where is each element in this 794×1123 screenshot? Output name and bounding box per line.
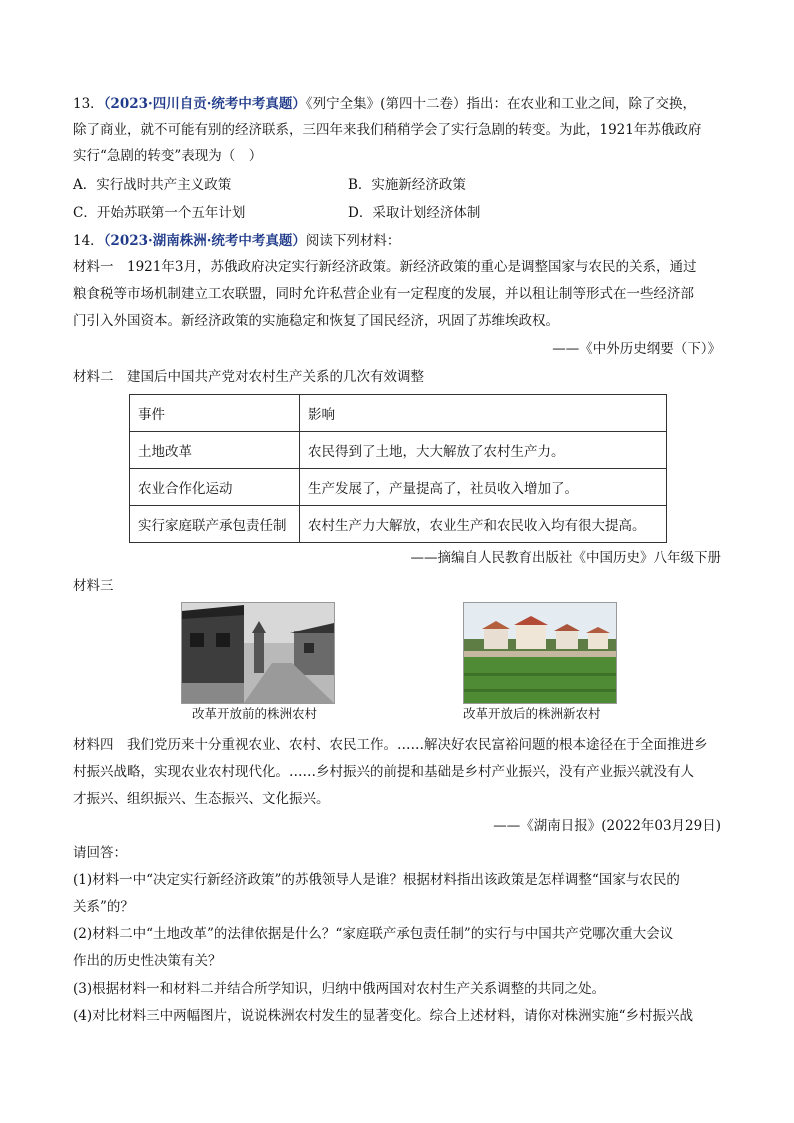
table-cell-event: 农业合作化运动 <box>130 469 300 506</box>
q13-option-c: C．开始苏联第一个五年计划 <box>73 205 246 221</box>
m1-line2: 粮食税等市场机制建立工农联盟，同时允许私营企业有一定程度的发展，并以租让制等形式在一些经济部 <box>73 286 694 302</box>
photo-village-after <box>463 602 617 704</box>
table-header-row <box>130 395 667 432</box>
sub-question-3: (3)根据材料一和材料二并结合所学知识，归纳中俄两国对农村生产关系调整的共同之处。 <box>73 981 606 997</box>
table-row <box>130 506 667 543</box>
q13-source: （2023·四川自贡·统考中考真题） <box>103 96 306 112</box>
sub-question-4-line1: (4)对比材料三中两幅图片，说说株洲农村发生的显著变化。综合上述材料，请你对株洲实施“乡村振兴战 <box>73 1008 694 1024</box>
m4-line2: 村振兴战略，实现农业农村现代化。……乡村振兴的前提和基础是乡村产业振兴，没有产业振兴就没有人 <box>73 764 694 780</box>
q13-line3: 实行“急剧的转变”表现为（ ） <box>73 148 263 164</box>
table-cell-impact: 农村生产力大解放，农业生产和农民收入均有很大提高。 <box>300 506 667 543</box>
table-cell-event: 实行家庭联产承包责任制 <box>130 506 300 543</box>
table-header-impact: 影响 <box>300 395 667 432</box>
m1-line3: 门引入外国资本。新经济政策的实施稳定和恢复了国民经济，巩固了苏维埃政权。 <box>73 313 559 329</box>
photo-village-before <box>181 602 335 704</box>
table-row <box>130 432 667 469</box>
m1-line1: 材料一 1921年3月，苏俄政府决定实行新经济政策。新经济政策的重心是调整国家与农民的关系，通过 <box>73 259 697 275</box>
m2-title: 材料二 建国后中国共产党对农村生产关系的几次有效调整 <box>73 369 424 385</box>
sub-question-1-line1: (1)材料一中“决定实行新经济政策”的苏俄领导人是谁？根据材料指出该政策是怎样调整“国家与农民的 <box>73 872 680 888</box>
q14-source: （2023·湖南株洲·统考中考真题） <box>103 233 306 249</box>
m2-table <box>129 394 667 543</box>
q13-option-a: A．实行战时共产主义政策 <box>73 177 232 193</box>
table-cell-impact: 生产发展了，产量提高了，社员收入增加了。 <box>300 469 667 506</box>
sub-question-2-line2: 作出的历史性决策有关？ <box>73 953 222 969</box>
q13-option-b: B．实施新经济政策 <box>348 177 466 193</box>
m4-line3: 才振兴、组织振兴、生态振兴、文化振兴。 <box>73 791 330 807</box>
m2-citation: ——摘编自人民教育出版社《中国历史》八年级下册 <box>410 550 721 566</box>
caption-before: 改革开放前的株洲农村 <box>192 706 318 721</box>
m3-label: 材料三 <box>73 578 114 594</box>
q13-text: 《列宁全集》(第四十二卷）指出：在农业和工业之间，除了交换， <box>305 96 696 112</box>
q13-line1 <box>73 94 696 114</box>
m4-line1: 材料四 我们党历来十分重视农业、农村、农民工作。……解决好农民富裕问题的根本途径在于全面推进乡 <box>73 737 708 753</box>
q14-number: 14． <box>73 233 104 249</box>
q13-line2: 除了商业，就不可能有别的经济联系，三四年来我们稍稍学会了实行急剧的转变。为此，1921年苏俄政府 <box>73 122 702 138</box>
answer-prompt: 请回答： <box>73 845 127 861</box>
q13-option-d: D．采取计划经济体制 <box>348 205 481 221</box>
table-header-event: 事件 <box>130 395 300 432</box>
m4-citation: ——《湖南日报》(2022年03月29日) <box>493 818 721 834</box>
q14-line1 <box>73 231 400 251</box>
caption-after: 改革开放后的株洲新农村 <box>463 706 601 721</box>
table-row <box>130 469 667 506</box>
q13-number: 13． <box>73 96 104 112</box>
table-cell-event: 土地改革 <box>130 432 300 469</box>
sub-question-1-line2: 关系”的？ <box>73 899 134 915</box>
q14-intro: 阅读下列材料： <box>305 233 401 249</box>
table-cell-impact: 农民得到了土地，大大解放了农村生产力。 <box>300 432 667 469</box>
m1-citation: ——《中外历史纲要（下）》 <box>552 341 721 357</box>
sub-question-2-line1: (2)材料二中“土地改革”的法律依据是什么？“家庭联产承包责任制”的实行与中国共产党哪次重大会议 <box>73 926 674 942</box>
